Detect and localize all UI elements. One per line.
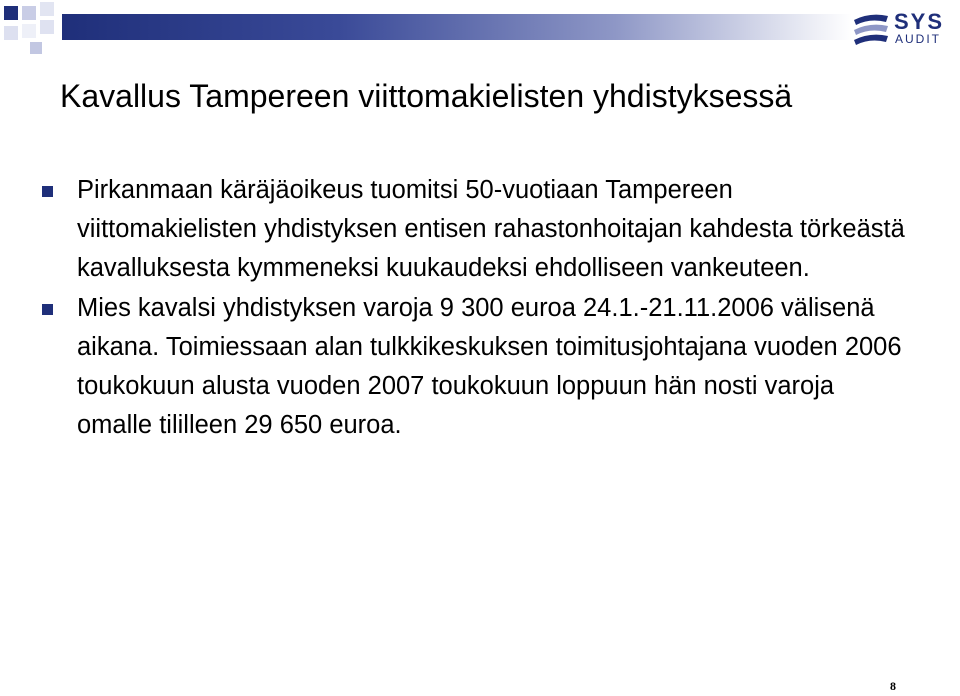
- sys-audit-logo: [846, 8, 956, 46]
- bullet-item: [0, 289, 907, 445]
- bullet-list: [0, 171, 960, 445]
- decorative-square: [4, 6, 18, 20]
- bullet-item: [0, 171, 907, 288]
- square-bullet-icon: [42, 304, 53, 315]
- decorative-square: [4, 26, 18, 40]
- decorative-square: [22, 6, 36, 20]
- slide-title: Kavallus Tampereen viittomakielisten yhdistyksessä: [60, 78, 793, 114]
- logo-sys-text: SYS: [894, 9, 945, 34]
- decorative-square: [40, 20, 54, 34]
- logo-audit-text: AUDIT: [895, 32, 941, 46]
- decorative-square: [40, 2, 54, 16]
- decorative-square: [30, 42, 42, 54]
- bullet-text: Pirkanmaan käräjäoikeus tuomitsi 50-vuotiaan Tampereen viittomakielisten yhdistyksen entisen rahastonhoitajan kahdesta törkeästä kavalluksesta kymmeneksi kuukaudeksi ehdolliseen vankeuteen.: [77, 176, 905, 282]
- header-gradient-bar: [62, 14, 852, 40]
- bullet-text: Mies kavalsi yhdistyksen varoja 9 300 euroa 24.1.-21.11.2006 välisenä aikana. Toimiessaan alan tulkkikeskuksen toimitusjohtajana vuoden 2006 toukokuun alusta vuoden 2007 toukokuun loppuun hän nosti varoja omalle tililleen 29 650 euroa.: [77, 294, 902, 439]
- square-bullet-icon: [42, 186, 53, 197]
- decorative-square: [22, 24, 36, 38]
- logo-swoosh-icon: [850, 10, 892, 46]
- page-number: 8: [890, 679, 896, 693]
- header-band: [0, 0, 960, 55]
